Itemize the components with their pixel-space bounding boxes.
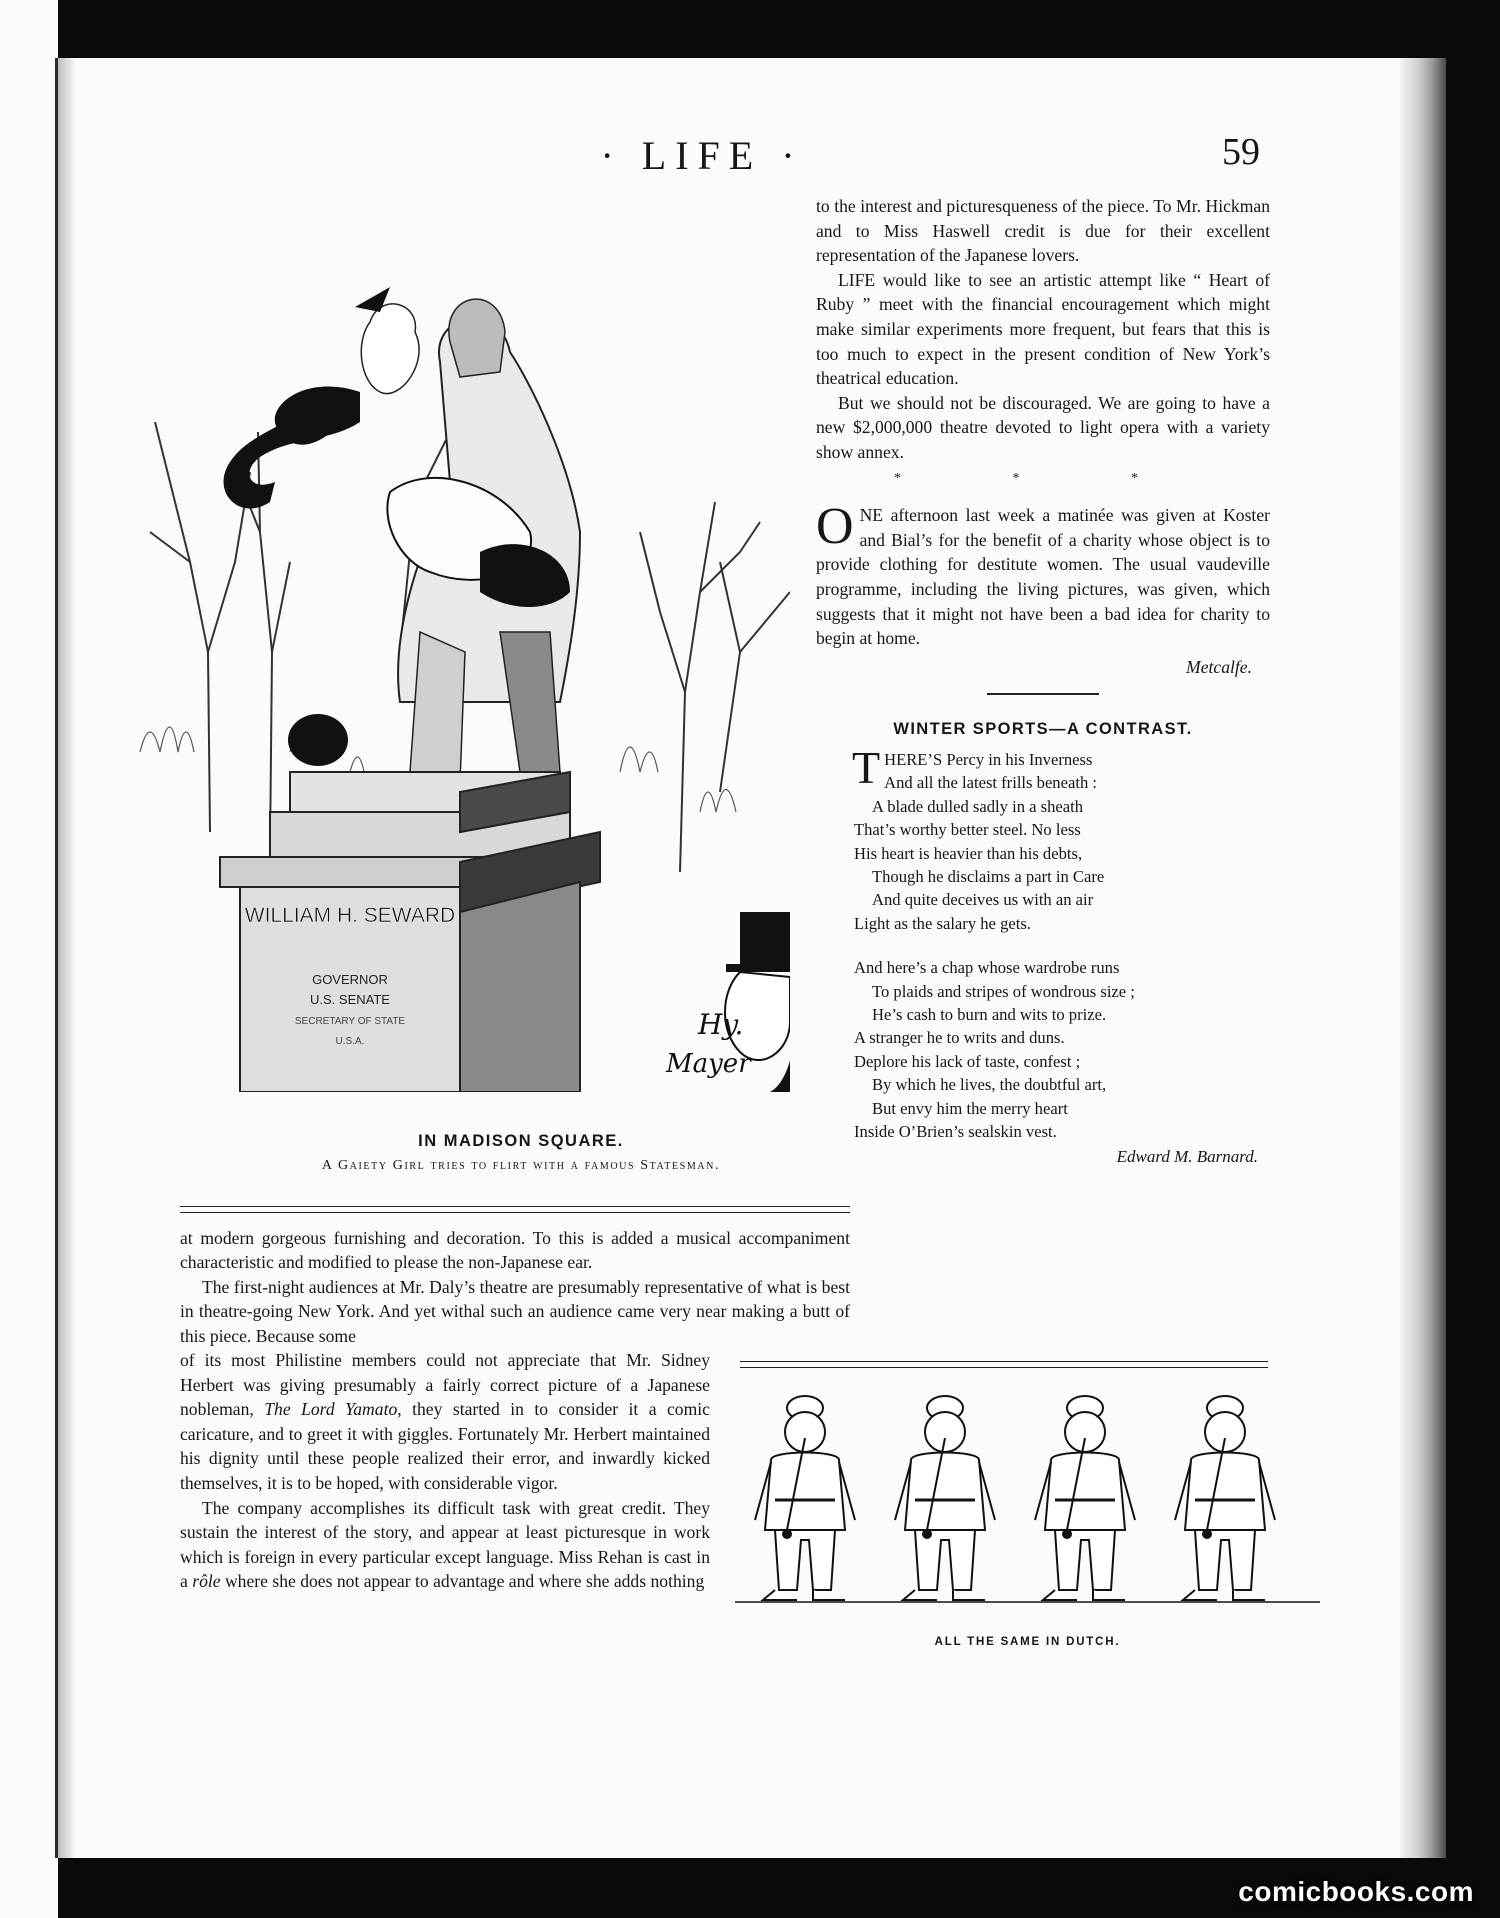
poem-credit: Edward M. Barnard. bbox=[1116, 1147, 1258, 1167]
double-rule bbox=[180, 1206, 850, 1213]
poem-line: A stranger he to writs and duns. bbox=[854, 1028, 1065, 1048]
dutch-figures-illustration bbox=[735, 1380, 1320, 1620]
poem-drop-cap: T bbox=[852, 741, 881, 793]
site-watermark: comicbooks.com bbox=[1238, 1876, 1474, 1907]
article-paragraph: But we should not be discouraged. We are going to have a new $2,000,000 theatre devoted to light opera with a variety show annex. bbox=[816, 392, 1270, 462]
stanza-break bbox=[854, 935, 1270, 956]
divider-rule bbox=[987, 693, 1099, 695]
poem-line: And all the latest frills beneath : bbox=[884, 773, 1098, 793]
poem-line: That’s worthy better steel. No less bbox=[854, 820, 1081, 840]
double-rule bbox=[740, 1361, 1268, 1368]
drop-cap: O bbox=[816, 498, 854, 556]
paragraph-text: of its most Philistine members could not appreciate that Mr. Sidney Herbert was giving presumably a fairly correct picture of a Japanese nobleman, bbox=[180, 1350, 710, 1420]
article-paragraph: at modern gorgeous furnishing and decoration. To this is added a musical accompaniment characteristic and modified to please the non-Japanese ear. bbox=[180, 1228, 850, 1273]
article-paragraph: LIFE would like to see an artistic attempt like “ Heart of Ruby ” meet with the financial encouragement which might make similar experiments more frequent, but fears that this is too much to expect in the present condition of New York’s theatrical education. bbox=[816, 269, 1270, 389]
poem-line: He’s cash to burn and wits to prize. bbox=[872, 1004, 1107, 1024]
page-gutter-shadow bbox=[58, 58, 76, 1858]
poem-line: By which he lives, the doubtful art, bbox=[872, 1075, 1107, 1095]
hat-on-plinth bbox=[288, 714, 348, 766]
paragraph-text: The company accomplishes its difficult task with great credit. They sustain the interest of the story, and appear at least picturesque in work which is foreign in every particular except language. Miss Rehan is cast in a bbox=[180, 1497, 710, 1592]
page-number: 59 bbox=[1222, 131, 1260, 173]
pedestal-name: WILLIAM H. SEWARD bbox=[244, 904, 456, 927]
poem-line: Inside O’Brien’s sealskin vest. bbox=[854, 1121, 1057, 1141]
paragraph-text: where she does not appear to advantage and where she adds nothing bbox=[224, 1571, 705, 1592]
poem-line: Light as the salary he gets. bbox=[854, 913, 1031, 933]
article-paragraph bbox=[180, 1496, 710, 1594]
poem-heading: WINTER SPORTS—A CONTRAST. bbox=[893, 720, 1193, 739]
poem-line-text: HERE’S Percy in his Inverness bbox=[884, 749, 1093, 769]
poem-line: But envy him the merry heart bbox=[872, 1098, 1068, 1118]
pedestal-line-governor: GOVERNOR bbox=[312, 972, 388, 987]
artist-signature-line2: Mayer bbox=[666, 1049, 751, 1079]
paragraph-text: NE afternoon last week a matinée was given at Koster and Bial’s for the benefit of a charity whose object is to provide clothing for destitute women. The usual vaudeville programme, including the living pictures, was given, which suggests that it might not have been a bad idea for charity to begin at home. bbox=[816, 505, 1270, 649]
article-continuation-narrow bbox=[180, 1348, 710, 1594]
dutch-illustration-caption: ALL THE SAME IN DUTCH. bbox=[934, 1636, 1121, 1648]
poem-line: And here’s a chap whose wardrobe runs bbox=[854, 958, 1120, 978]
poem-line: Though he disclaims a part in Care bbox=[872, 866, 1105, 886]
article-paragraph: to the interest and picturesqueness of the piece. To Mr. Hickman and to Miss Haswell credit is due for their excellent representation of the Japanese lovers. bbox=[816, 196, 1270, 266]
right-column bbox=[816, 194, 1270, 1170]
illustration-caption-subtitle: A Gaiety Girl tries to flirt with a famous Statesman. bbox=[321, 1158, 721, 1173]
poem-line: His heart is heavier than his debts, bbox=[854, 843, 1083, 863]
illustration-caption-title: IN MADISON SQUARE. bbox=[418, 1132, 624, 1150]
poem-line: To plaids and stripes of wondrous size ; bbox=[872, 981, 1135, 1001]
article-paragraph bbox=[180, 1348, 710, 1496]
seward-statue-illustration bbox=[100, 232, 790, 1092]
gaiety-girl-boa bbox=[224, 387, 360, 509]
pedestal bbox=[220, 772, 600, 1092]
play-title: The Lord Yamato, bbox=[264, 1399, 402, 1420]
statue-figure bbox=[355, 287, 580, 792]
article-paragraph: The first-night audiences at Mr. Daly’s theatre are presumably representative of what is best in theatre-going New York. And yet withal such an audience came very near making a butt of this piece. Because some bbox=[180, 1276, 850, 1346]
binding-gutter bbox=[0, 0, 58, 1918]
section-separator-stars: * * * bbox=[894, 470, 1192, 486]
dutchman-figure bbox=[755, 1396, 855, 1600]
pedestal-line-state: SECRETARY OF STATE bbox=[294, 1016, 406, 1027]
italic-word: rôle bbox=[192, 1571, 221, 1592]
poem bbox=[816, 741, 1270, 1144]
article-paragraph-dropcap bbox=[816, 498, 1270, 651]
page-edge bbox=[1400, 58, 1446, 1858]
pedestal-line-usa: U.S.A. bbox=[335, 1036, 365, 1047]
poem-line: A blade dulled sadly in a sheath bbox=[872, 796, 1084, 816]
poem-line: Deplore his lack of taste, confest ; bbox=[854, 1051, 1081, 1071]
masthead-title: · LIFE · bbox=[600, 133, 804, 178]
pedestal-line-senate: U.S. SENATE bbox=[310, 992, 390, 1007]
article-continuation-wide bbox=[180, 1226, 850, 1348]
artist-signature-line1: Hy. bbox=[698, 1008, 744, 1041]
paragraph-text: they started in to consider it a comic caricature, and to greet it with giggles. Fortunately Mr. Herbert maintained his dignity until these people realized their error, and inwardly kicked themselves, it is to be hoped, with considerable vigor. bbox=[180, 1399, 710, 1493]
poem-line: And quite deceives us with an air bbox=[872, 890, 1094, 910]
author-signature: Metcalfe. bbox=[1186, 656, 1252, 677]
